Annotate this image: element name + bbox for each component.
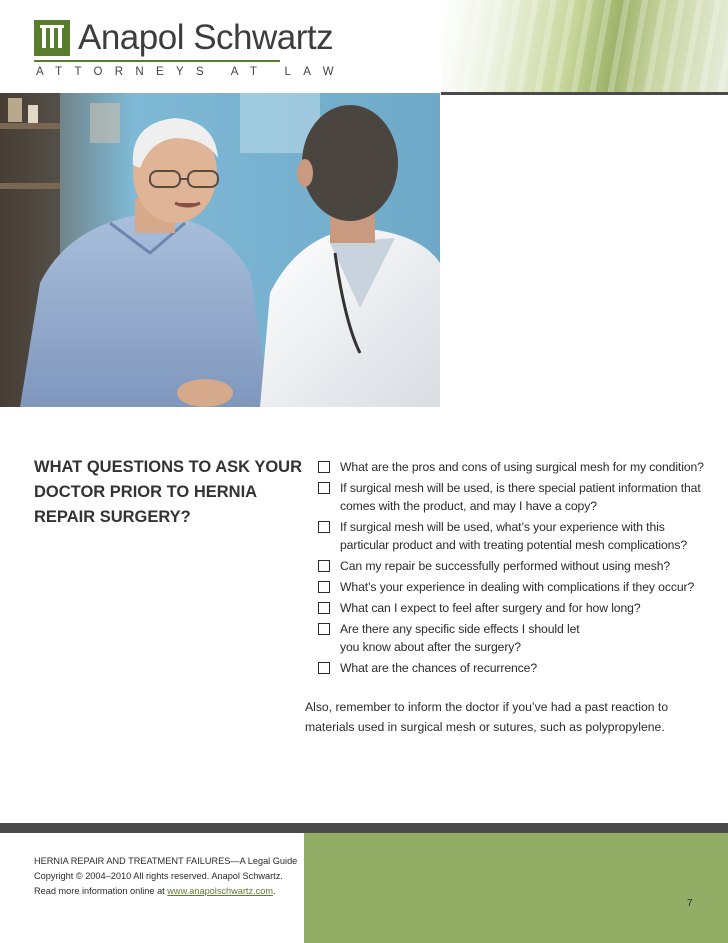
footer-guide-title: HERNIA REPAIR AND TREATMENT FAILURES—A Legal Guide xyxy=(34,856,298,866)
page-number: 7 xyxy=(687,898,693,909)
footer-copyright: Copyright © 2004–2010 All rights reserved. Anapol Schwartz. xyxy=(34,871,283,881)
columns-logo-icon xyxy=(34,20,70,56)
checklist-item xyxy=(318,659,708,677)
header-texture-rule xyxy=(441,92,728,95)
checkbox-icon xyxy=(318,461,330,473)
checkbox-icon xyxy=(318,521,330,533)
checklist-item xyxy=(318,479,708,515)
photo-illustration xyxy=(0,93,440,407)
checkbox-icon xyxy=(318,482,330,494)
checkbox-icon xyxy=(318,560,330,572)
checkbox-icon xyxy=(318,623,330,635)
footer-more-info-prefix: Read more information online at xyxy=(34,886,168,896)
checklist-item xyxy=(318,599,708,617)
doctor-patient-photo xyxy=(0,93,440,407)
checklist-item-text: What’s your experience in dealing with complications if they occur? xyxy=(340,580,695,594)
checkbox-icon xyxy=(318,602,330,614)
footer-band xyxy=(0,823,728,833)
footer-more-info xyxy=(34,884,299,899)
checklist-item-text: What can I expect to feel after surgery and for how long? xyxy=(340,601,641,615)
checklist-item xyxy=(318,578,708,596)
footer-link-suffix: . xyxy=(273,886,276,896)
brand-tagline: ATTORNEYS AT LAW xyxy=(36,66,346,78)
website-link[interactable]: www.anapolschwartz.com xyxy=(167,886,273,896)
brand-name: Anapol Schwartz xyxy=(78,18,334,57)
question-checklist xyxy=(318,458,708,680)
checklist-item-text: If surgical mesh will be used, is there special patient information that comes with the product, and may I have a copy? xyxy=(340,481,701,513)
checkbox-icon xyxy=(318,662,330,674)
checklist-item xyxy=(318,518,708,554)
checklist-item-text: What are the chances of recurrence? xyxy=(340,661,538,675)
checklist-item-text: If surgical mesh will be used, what’s your experience with this particular product and with treating potential mesh complications? xyxy=(340,520,688,552)
section-heading: WHAT QUESTIONS TO ASK YOUR DOCTOR PRIOR TO HERNIA REPAIR SURGERY? xyxy=(34,458,302,526)
checklist-item xyxy=(318,557,708,575)
checklist-item xyxy=(318,458,708,476)
header-texture-image xyxy=(441,0,728,92)
brand-logo xyxy=(34,18,346,80)
checklist-item-text: Can my repair be successfully performed without using mesh? xyxy=(340,559,671,573)
checkbox-icon xyxy=(318,581,330,593)
checklist-item-text: What are the pros and cons of using surgical mesh for my condition? xyxy=(340,460,704,474)
logo-divider xyxy=(34,60,280,62)
footer-info xyxy=(34,854,299,899)
checklist-item-text: Are there any specific side effects I should let you know about after the surgery? xyxy=(340,622,580,654)
reminder-note: Also, remember to inform the doctor if you’ve had a past reaction to materials used in surgical mesh or sutures, such as polypropylene. xyxy=(305,700,669,734)
footer-right-panel xyxy=(304,833,728,943)
checklist-item xyxy=(318,620,600,656)
